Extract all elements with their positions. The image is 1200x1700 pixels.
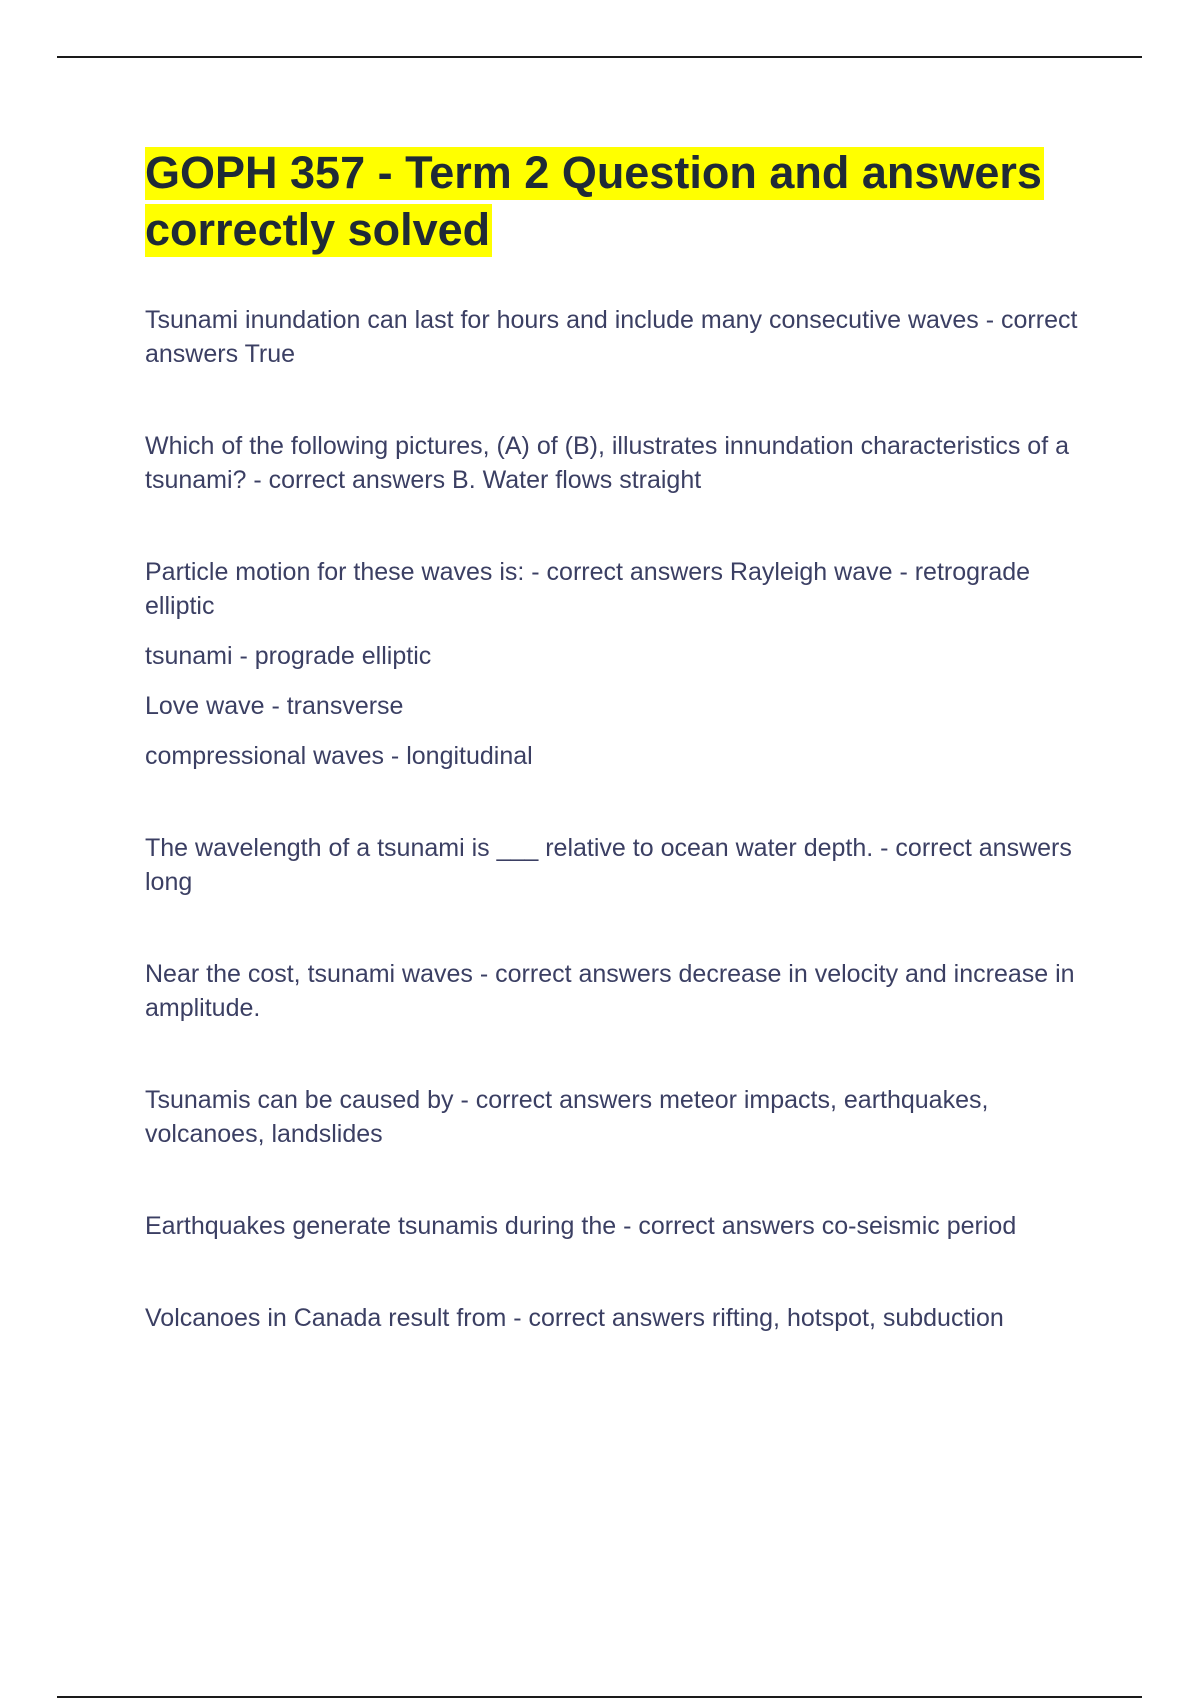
qa-text: Near the cost, tsunami waves - correct answers decrease in velocity and increase in amplitude. [145,960,1075,1022]
qa-text: The wavelength of a tsunami is ___ relative to ocean water depth. - correct answers long [145,834,1072,896]
qa-answer-line: Love wave - transverse [145,692,404,720]
bottom-divider [57,1696,1142,1698]
qa-item [145,303,1085,371]
qa-text: Earthquakes generate tsunamis during the - correct answers co-seismic period [145,1212,1017,1240]
document-title [145,144,1045,258]
qa-item [145,555,1085,773]
qa-text: Particle motion for these waves is: - correct answers Rayleigh wave - retrograde elliptic [145,558,1031,620]
qa-text: Volcanoes in Canada result from - correct answers rifting, hotspot, subduction [145,1304,1004,1332]
top-divider [57,56,1142,58]
qa-item [145,957,1085,1025]
qa-list [145,303,1085,1393]
qa-answer-line: compressional waves - longitudinal [145,742,533,770]
qa-text: Tsunamis can be caused by - correct answers meteor impacts, earthquakes, volcanoes, landslides [145,1086,989,1148]
title-block [145,144,1045,258]
qa-answer-line: tsunami - prograde elliptic [145,642,432,670]
qa-text: Which of the following pictures, (A) of (B), illustrates innundation characteristics of a tsunami? - correct answers B. Water flows straight [145,432,1070,494]
qa-item [145,429,1085,497]
qa-item [145,1083,1085,1151]
qa-text: Tsunami inundation can last for hours and include many consecutive waves - correct answers True [145,306,1078,368]
qa-item [145,831,1085,899]
qa-item [145,1209,1085,1243]
qa-item [145,1301,1085,1335]
title-highlight: GOPH 357 - Term 2 Question and answers correctly solved [145,147,1042,255]
